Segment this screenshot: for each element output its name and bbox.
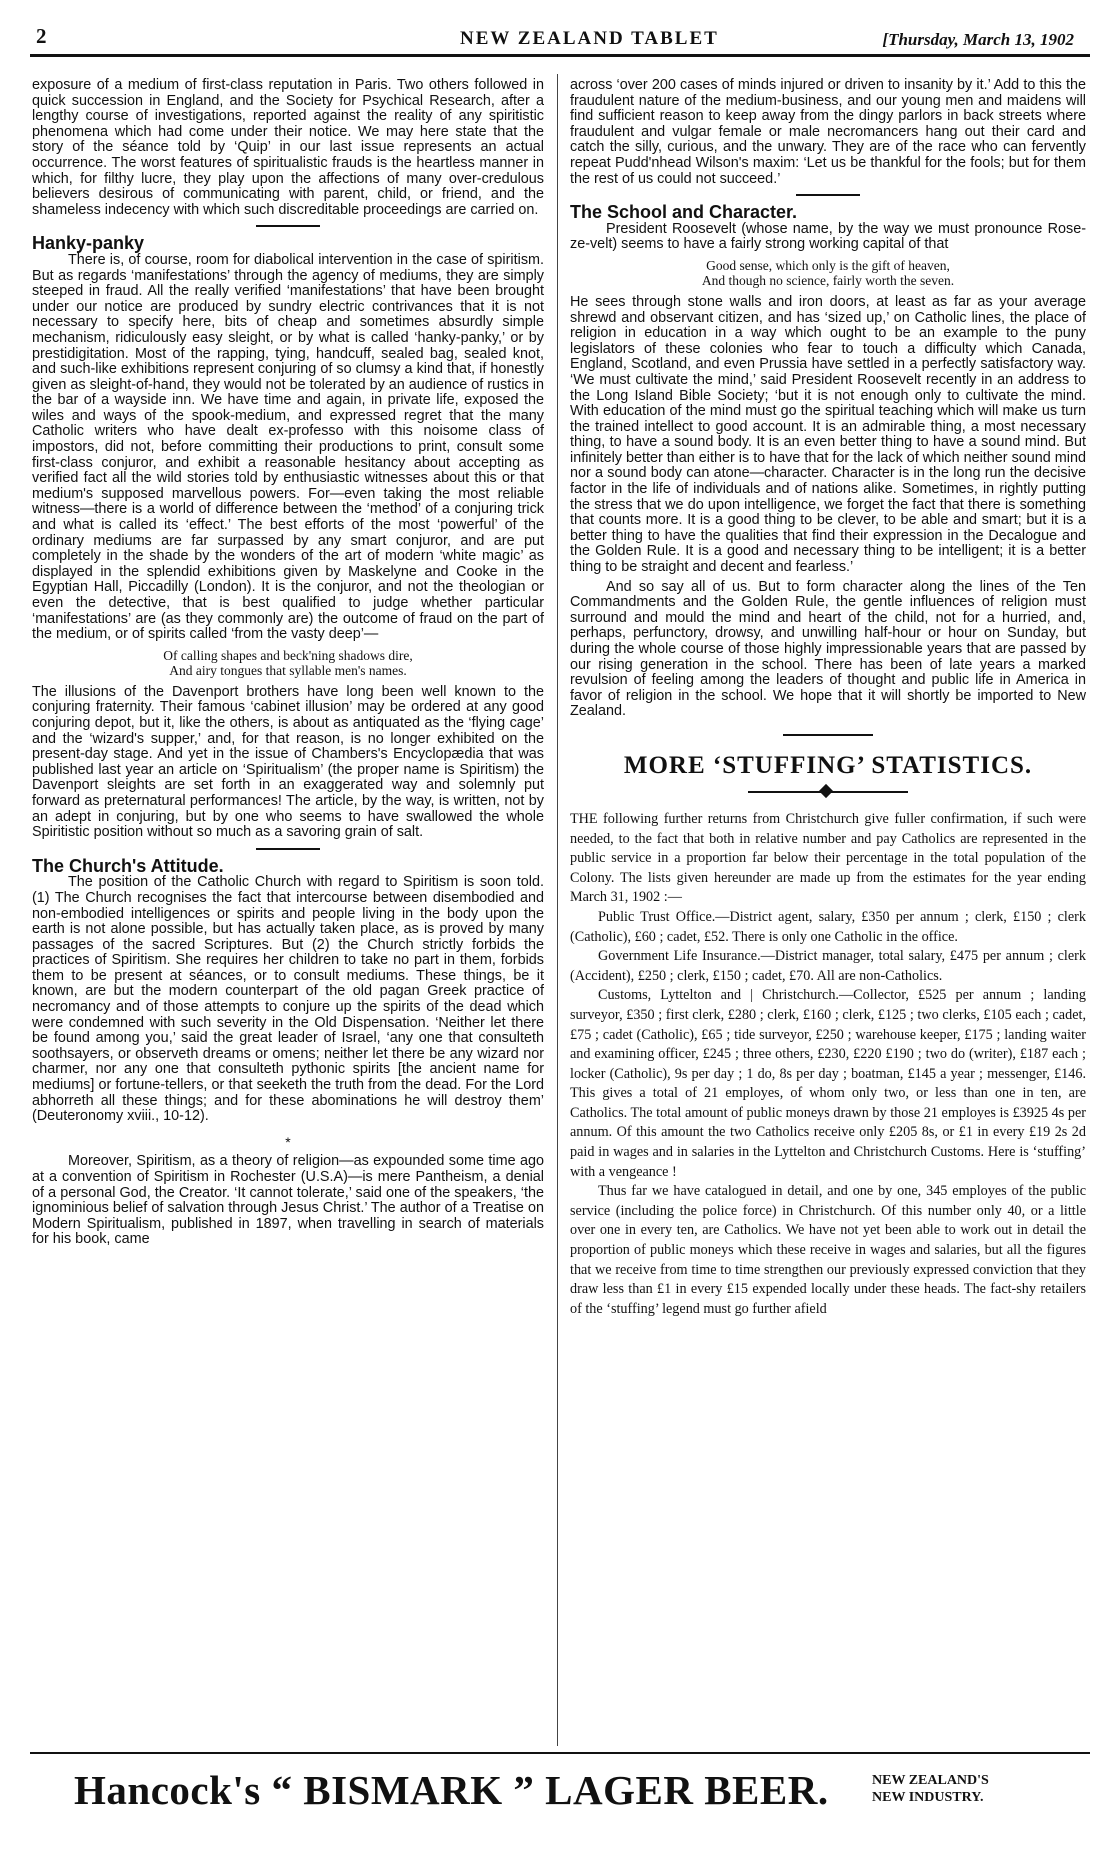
hanky-panky-paragraph-1: There is, of course, room for diabolical intervention in the case of spiritism. But as regards ‘manifestations’ through the agency of mediums, they are simply steeped in fraud. All the really verified ‘manifestations’ that have been brought under our notice are produced by sundry electric contrivances that it is not necessary to specify here, bits of cheap and sometimes absurdly simple mechanism, ridiculously easy sleight, or by what is called ‘hanky-panky,’ or by prestidigitation. Most of the rapping, tying, handcuff, sealed bag, sealed knot, and such-like exhibitions represent conjuring of so clumsy a kind that, if honestly given as sleight-of-hand, they would not be tolerated by an audience of rustics in the bar of a wayside inn. We have time and again, in private life, exposed the wiles and ways of the spook-medium, and expressed regret that the many Catholic writers who have dealt ex-professo with this noisome class of impostors, did not, before committing their productions to print, consult some first-class conjuror, and exhibit a reasonable hesitancy about accepting as verified fact all the wild stories told by enthusiastic witnesses about this or that medium's supposed marvellous powers. For—even taking the most reliable witness—there is a world of difference between the ‘method’ of a conjuring trick and what is called its ‘effect.’ The best efforts of the most ‘powerful’ of the ordinary mediums are far surpassed by any smart conjuror, and are put completely in the shade by the wonders of the art of modern ‘white magic’ as displayed in the splendid exhibitions given by Maskelyne and Cooke in the Egyptian Hall, Piccadilly (London). It is the conjuror, and not the theologian or even the detective, that is best qualified to judge whether particular ‘manifestations’ are (as they commonly are) the outcome of fraud on the part of the medium, or of spirits called ‘from the vasty deep’— — [32, 251, 544, 643]
stats-public-trust: Public Trust Office.—District agent, salary, £350 per annum ; clerk, £150 ; clerk (Catholic), £60 ; cadet, £52. There is only one Catholic in the office. — [570, 908, 1086, 945]
section-separator — [783, 734, 873, 736]
school-paragraph-1: President Roosevelt (whose name, by the way we must pronounce Rose-ze-velt) seems to have a fairly strong working capital of that — [570, 220, 1086, 253]
stats-customs: Customs, Lyttelton and | Christchurch.—Collector, £525 per annum ; landing surveyor, £350 ; first clerk, £280 ; clerk, £160 ; clerk, £125 ; two clerks, £105 each ; cadet, £75 ; cadet (Catholic), £65 ; tide surveyor, £250 ; warehouse keeper, £175 ; landing waiter and examining officer, £245 ; three others, £230, £220 £190 ; two do (writer), £187 each ; locker (Catholic), 9s per day ; 1 do, 8s per day ; boatman, £145 a year ; messenger, £146. This gives a total of 21 employes, of whom only two, or less than one in ten, are Catholics. The total amount of public moneys drawn by those 21 employes is £3925 4s per annum. Of this amount the two Catholics receive only £205 8s, or £1 in every £19 2s 2d paid in wages and in salaries in the Lyttelton and Christchurch Customs. Here is ‘stuffing’ with a vengeance ! — [570, 987, 1086, 1180]
verse-line-1: Of calling shapes and beck'ning shadows dire, — [163, 647, 413, 663]
stats-life-insurance: Government Life Insurance.—District manager, total salary, £475 per annum ; clerk (Accident), £250 ; clerk, £150 ; cadet, £70. All are non-Catholics. — [570, 948, 1086, 984]
church-attitude-paragraph-2: Moreover, Spiritism, as a theory of religion—as expounded some time ago at a convention of Spiritism in Rochester (U.S.A)—is mere Pantheism, a denial of a personal God, the Creator. ‘It cannot tolerate,’ said one of the speakers, ‘the ignominious belief of salvation through Jesus Christ.’ The author of a Treatise on Modern Spiritualism, published in 1897, when travelling in search of materials for his book, came — [32, 1153, 544, 1248]
church-attitude-paragraph-1: The position of the Catholic Church with regard to Spiritism is soon told. (1) The Church recognises the fact that intercourse between disembodied and non-embodied intelligences or spirits and people living in the body upon the earth is not alone possible, but has actually taken place, as is proved by many passages of the sacred Scriptures. But (2) the Church strictly forbids the practices of Spiritism. She requires her children to take no part in them, forbids them to be present at séances, or to consult mediums. These things, be it known, are but the modern counterpart of the old pagan Greek practice of necromancy and of those attempts to conjure up the spirits of the dead which were condemned with such severity in the Old Dispensation. ‘Neither let there be found among you,’ said the great leader of Israel, ‘any one that consulteth soothsayers, or observeth dreams or omens; neither let there be any wizard nor charmer, nor any one that consulteth pythonic spirits [the ancient name for mediums] or fortune-tellers, or that seeketh the truth from the dead. For the Lord abhorreth all these things; and for these abominations he will destroy them’ (Deuteronomy xviii., 10-12). — [32, 874, 544, 1125]
left-intro-paragraph: exposure of a medium of first-class reputation in Paris. Two others followed in quick succession in England, and the Society for Psychical Research, after a lengthy course of investigations, reported against the reality of any spiritistic phenomena which had come under their notice. We may here state that the story of the séance told by ‘Quip’ in our last issue represents an actual occurrence. The worst features of spiritualistic frauds is the heartless manner in which, for filthy lucre, they play upon the affections of many over-credulous believers desirous of communicating with parent, child, or friend, and the shameless indecency with which such discreditable proceedings are carried on. — [32, 78, 544, 218]
quoted-verse — [570, 258, 1086, 288]
left-column — [32, 78, 544, 1738]
heading-school-and-character: The School and Character. — [570, 202, 798, 223]
issue-date: [Thursday, March 13, 1902 — [882, 30, 1074, 49]
diamond-ornament-icon — [819, 784, 833, 798]
page-header — [30, 24, 1090, 57]
school-paragraph-3: And so say all of us. But to form character along the lines of the Ten Commandments and the Golden Rule, the gentle influences of religion must surround and mould the mind and heart of the child, not for a hurried, and, perhaps, perfunctory, drowsy, and unwilling half-hour or hour on Sunday, but during the whole course of those highly impressionable years that are passed by our rising generation in the school. There has been of late years a marked revulsion of feeling among the leaders of thought and public life in America in favor of religion in the school. We hope that it will shortly be imported to New Zealand. — [570, 578, 1086, 720]
publication-title: NEW ZEALAND TABLET — [460, 28, 719, 49]
verse-line-1: Good sense, which only is the gift of heaven, — [706, 257, 950, 273]
industry-line-1: NEW ZEALAND'S — [872, 1773, 989, 1788]
stats-summary: Thus far we have catalogued in detail, and one by one, 345 employes of the public service (including the police force) in Christchurch. Of this number only 40, or a little over one in every ten, are Catholics. We have not yet been able to work out in detail the proportion of public moneys which these receive in wages and salaries, but all the figures that we receive from time to time strengthen our previously expressed conviction that they draw less than £1 in every £15 expended locally under these heads. The fact-shy retailers of the ‘stuffing’ legend must go further afield — [570, 1183, 1086, 1317]
footer-advertisement — [30, 1752, 1090, 1824]
beer-advert-text: Hancock's “ BISMARK ” LAGER BEER. — [74, 1767, 829, 1813]
stats-paragraph-1: THE following further returns from Christchurch give fuller confirmation, if such were needed, to the fact that both in relative number and pay Catholics are represented in the public service in a proportion far below their percentage in the total population of the Colony. The lists given hereunder are made up from the estimates for the year ending March 31, 1902 :— — [570, 810, 1086, 906]
diamond-rule — [748, 784, 908, 798]
heading-hanky-panky: Hanky-panky — [32, 233, 145, 254]
industry-note — [872, 1772, 989, 1806]
verse-line-2: And airy tongues that syllable men's names. — [169, 662, 407, 678]
stuffing-statistics-title: MORE ‘STUFFING’ STATISTICS. — [623, 751, 1033, 779]
asterism: * — [285, 1133, 291, 1150]
column-divider — [557, 74, 558, 1746]
section-separator — [256, 225, 320, 227]
verse-line-2: And though no science, fairly worth the seven. — [701, 272, 955, 288]
school-paragraph-2: He sees through stone walls and iron doors, at least as far as your average shrewd and observant citizen, and has ‘sized up,’ on Catholic lines, the place of religion in education in a way which ought to be an example to the puny legislators of these colonies who fear to touch a difficulty which Canada, England, Scotland, and even Prussia have settled in a perfectly satisfactory way. ‘We must cultivate the mind,’ said President Roosevelt recently in an address to the Long Island Bible Society; ‘but it is not enough only to cultivate the mind. With education of the mind must go the spiritual teaching which will make us turn the trained intellect to good account. It is an admirable thing, a most necessary thing, to have a sound body. It is an even better thing to have a sound mind. But infinitely better than either is to have that for the lack of which neither sound mind nor a sound body can atone—character. Character is in the long run the decisive factor in the life of individuals and of nations alike. Sometimes, in rightly putting the stress that we do upon intelligence, we forget the fact that there is something that counts more. It is a good thing to be clever, to be able and smart; but it is a better thing to have the qualities that find their expression in the Decalogue and the Golden Rule. It is a good and necessary thing to be intelligent; it is a better thing to be straight and decent and fearless.’ — [570, 293, 1086, 576]
section-separator — [256, 848, 320, 850]
heading-churchs-attitude: The Church's Attitude. — [32, 855, 224, 876]
quoted-verse — [32, 648, 544, 678]
hanky-panky-paragraph-2: The illusions of the Davenport brothers have long been well known to the conjuring fraternity. Their famous ‘cabinet illusion’ may be ordered at any good conjuring depot, but it, like the others, is about as antiquated as the ‘flying cage’ and the ‘wizard's supper,’ and, for that reason, is no longer exhibited on the present-day stage. And yet in the issue of Chambers's Encyclopædia that was published last year an article on ‘Spiritualism’ (the proper name is Spiritism) the Davenport sleights are set forth in an exaggerated way and solemnly put forward as preternatural performances! The article, by the way, is written, not by an adept in conjuring, but by one who seems to have swallowed the whole Spiritistic position without so much as a savoring grain of salt. — [32, 683, 544, 841]
right-column — [570, 78, 1086, 1738]
industry-line-2: NEW INDUSTRY. — [872, 1790, 984, 1805]
page-number: 2 — [36, 24, 47, 48]
right-intro-paragraph: across ‘over 200 cases of minds injured or driven to insanity by it.’ Add to this the fraudulent nature of the medium-business, and our young men and maidens will find sufficient reason to keep away from the dingy parlors in back streets where fraudulent and vulgar female or male necromancers hang out their card and catch the silly, curious, and the unwary. They are of the race who can fervently repeat Pudd'nhead Wilson's maxim: ‘Let us be thankful for the fools; but for them the rest of us could not succeed.’ — [570, 78, 1086, 187]
section-separator — [796, 194, 860, 196]
